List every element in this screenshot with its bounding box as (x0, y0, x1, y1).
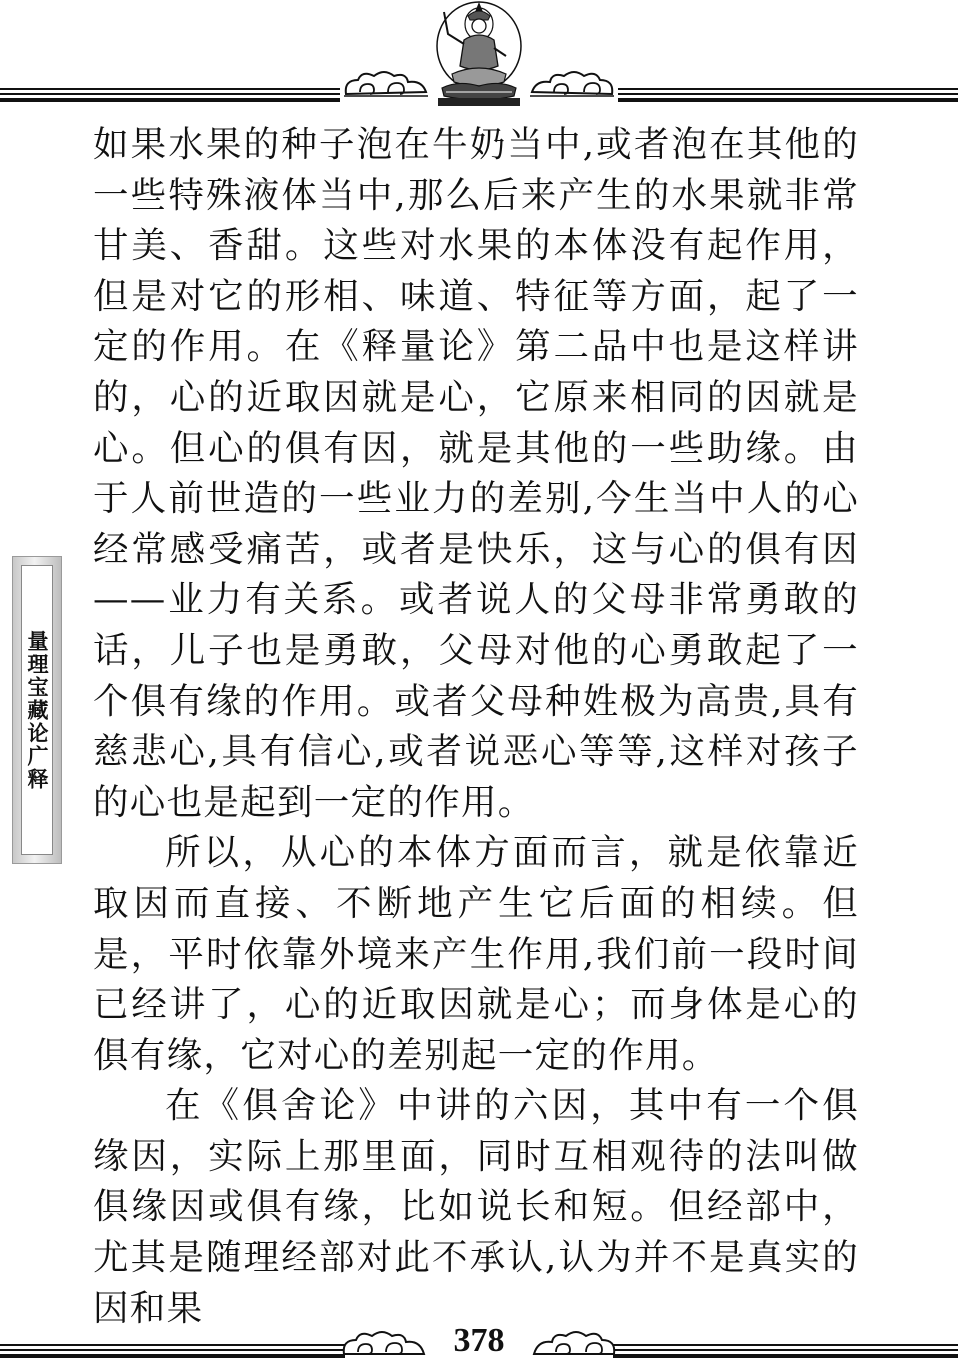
left-cloud-ornament-icon (340, 68, 432, 102)
paragraph-1: 如果水果的种子泡在牛奶当中,或者泡在其他的一些特殊液体当中,那么后来产生的水果就非常甘美、香甜。这些对水果的本体没有起作用，但是对它的形相、味道、特征等方面，起了一定的作用。在《释量论》第二品中也是这样讲的，心的近取因就是心，它原来相同的因就是心。但心的俱有因，就是其他的一些助缘。由于人前世造的一些业力的差别,今生当中人的心经常感受痛苦，或者是快乐，这与心的俱有因——业力有关系。或者说人的父母非常勇敢的话，儿子也是勇敢，父母对他的心勇敢起了一个俱有缘的作用。或者父母种姓极为高贵,具有慈悲心,具有信心,或者说恶心等等,这样对孩子的心也是起到一定的作用。 (93, 124, 859, 823)
paragraph-2: 所以，从心的本体方面而言，就是依靠近取因而直接、不断地产生它后面的相续。但是，平时依靠外境来产生作用,我们前一段时间已经讲了，心的近取因就是心；而身体是心的俱有缘，它对心的差别起一定的作用。 (93, 832, 859, 1076)
padmasambhava-figure-icon (428, 0, 530, 106)
footer-right-cloud-icon (532, 1326, 618, 1360)
page-footer (0, 1320, 958, 1369)
side-book-title: 量理宝藏论广释 (25, 629, 49, 791)
paragraph-3: 在《俱舍论》中讲的六因，其中有一个俱缘因，实际上那里面，同时互相观待的法叫做俱缘因或俱有缘，比如说长和短。但经部中，尤其是随理经部对此不承认,认为并不是真实的因和果 (93, 1085, 859, 1329)
page-header (0, 0, 958, 110)
footer-left-cloud-icon (340, 1326, 426, 1360)
body-text (93, 120, 859, 1334)
side-book-title-tab (12, 556, 62, 864)
side-book-title-frame (21, 565, 53, 855)
right-cloud-ornament-icon (526, 68, 618, 102)
page-number: 378 (453, 1322, 505, 1359)
